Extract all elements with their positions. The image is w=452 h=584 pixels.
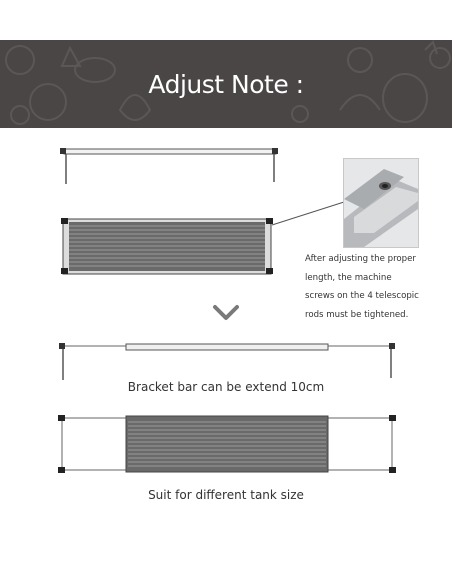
tank-size-caption: Suit for different tank size — [148, 488, 304, 502]
note-line: length, the machine — [305, 272, 392, 283]
screw-closeup-image — [343, 158, 419, 248]
note-line: rods must be tightened. — [305, 309, 409, 320]
page-title: Adjust Note : — [148, 69, 304, 99]
extend-caption: Bracket bar can be extend 10cm — [127, 380, 325, 394]
extended-bracket-with-light-figure — [56, 412, 398, 478]
extended-bracket-figure — [56, 340, 398, 384]
adjust-instruction-note — [305, 250, 445, 324]
detail-leader-line — [270, 200, 346, 230]
note-line: screws on the 4 telescopic — [305, 291, 419, 301]
bracket-frame-figure — [58, 146, 284, 188]
note-line: After adjusting the proper — [305, 254, 416, 264]
chevron-down-icon — [212, 304, 240, 322]
header-banner — [0, 40, 452, 128]
bracket-with-light-figure — [60, 216, 276, 278]
